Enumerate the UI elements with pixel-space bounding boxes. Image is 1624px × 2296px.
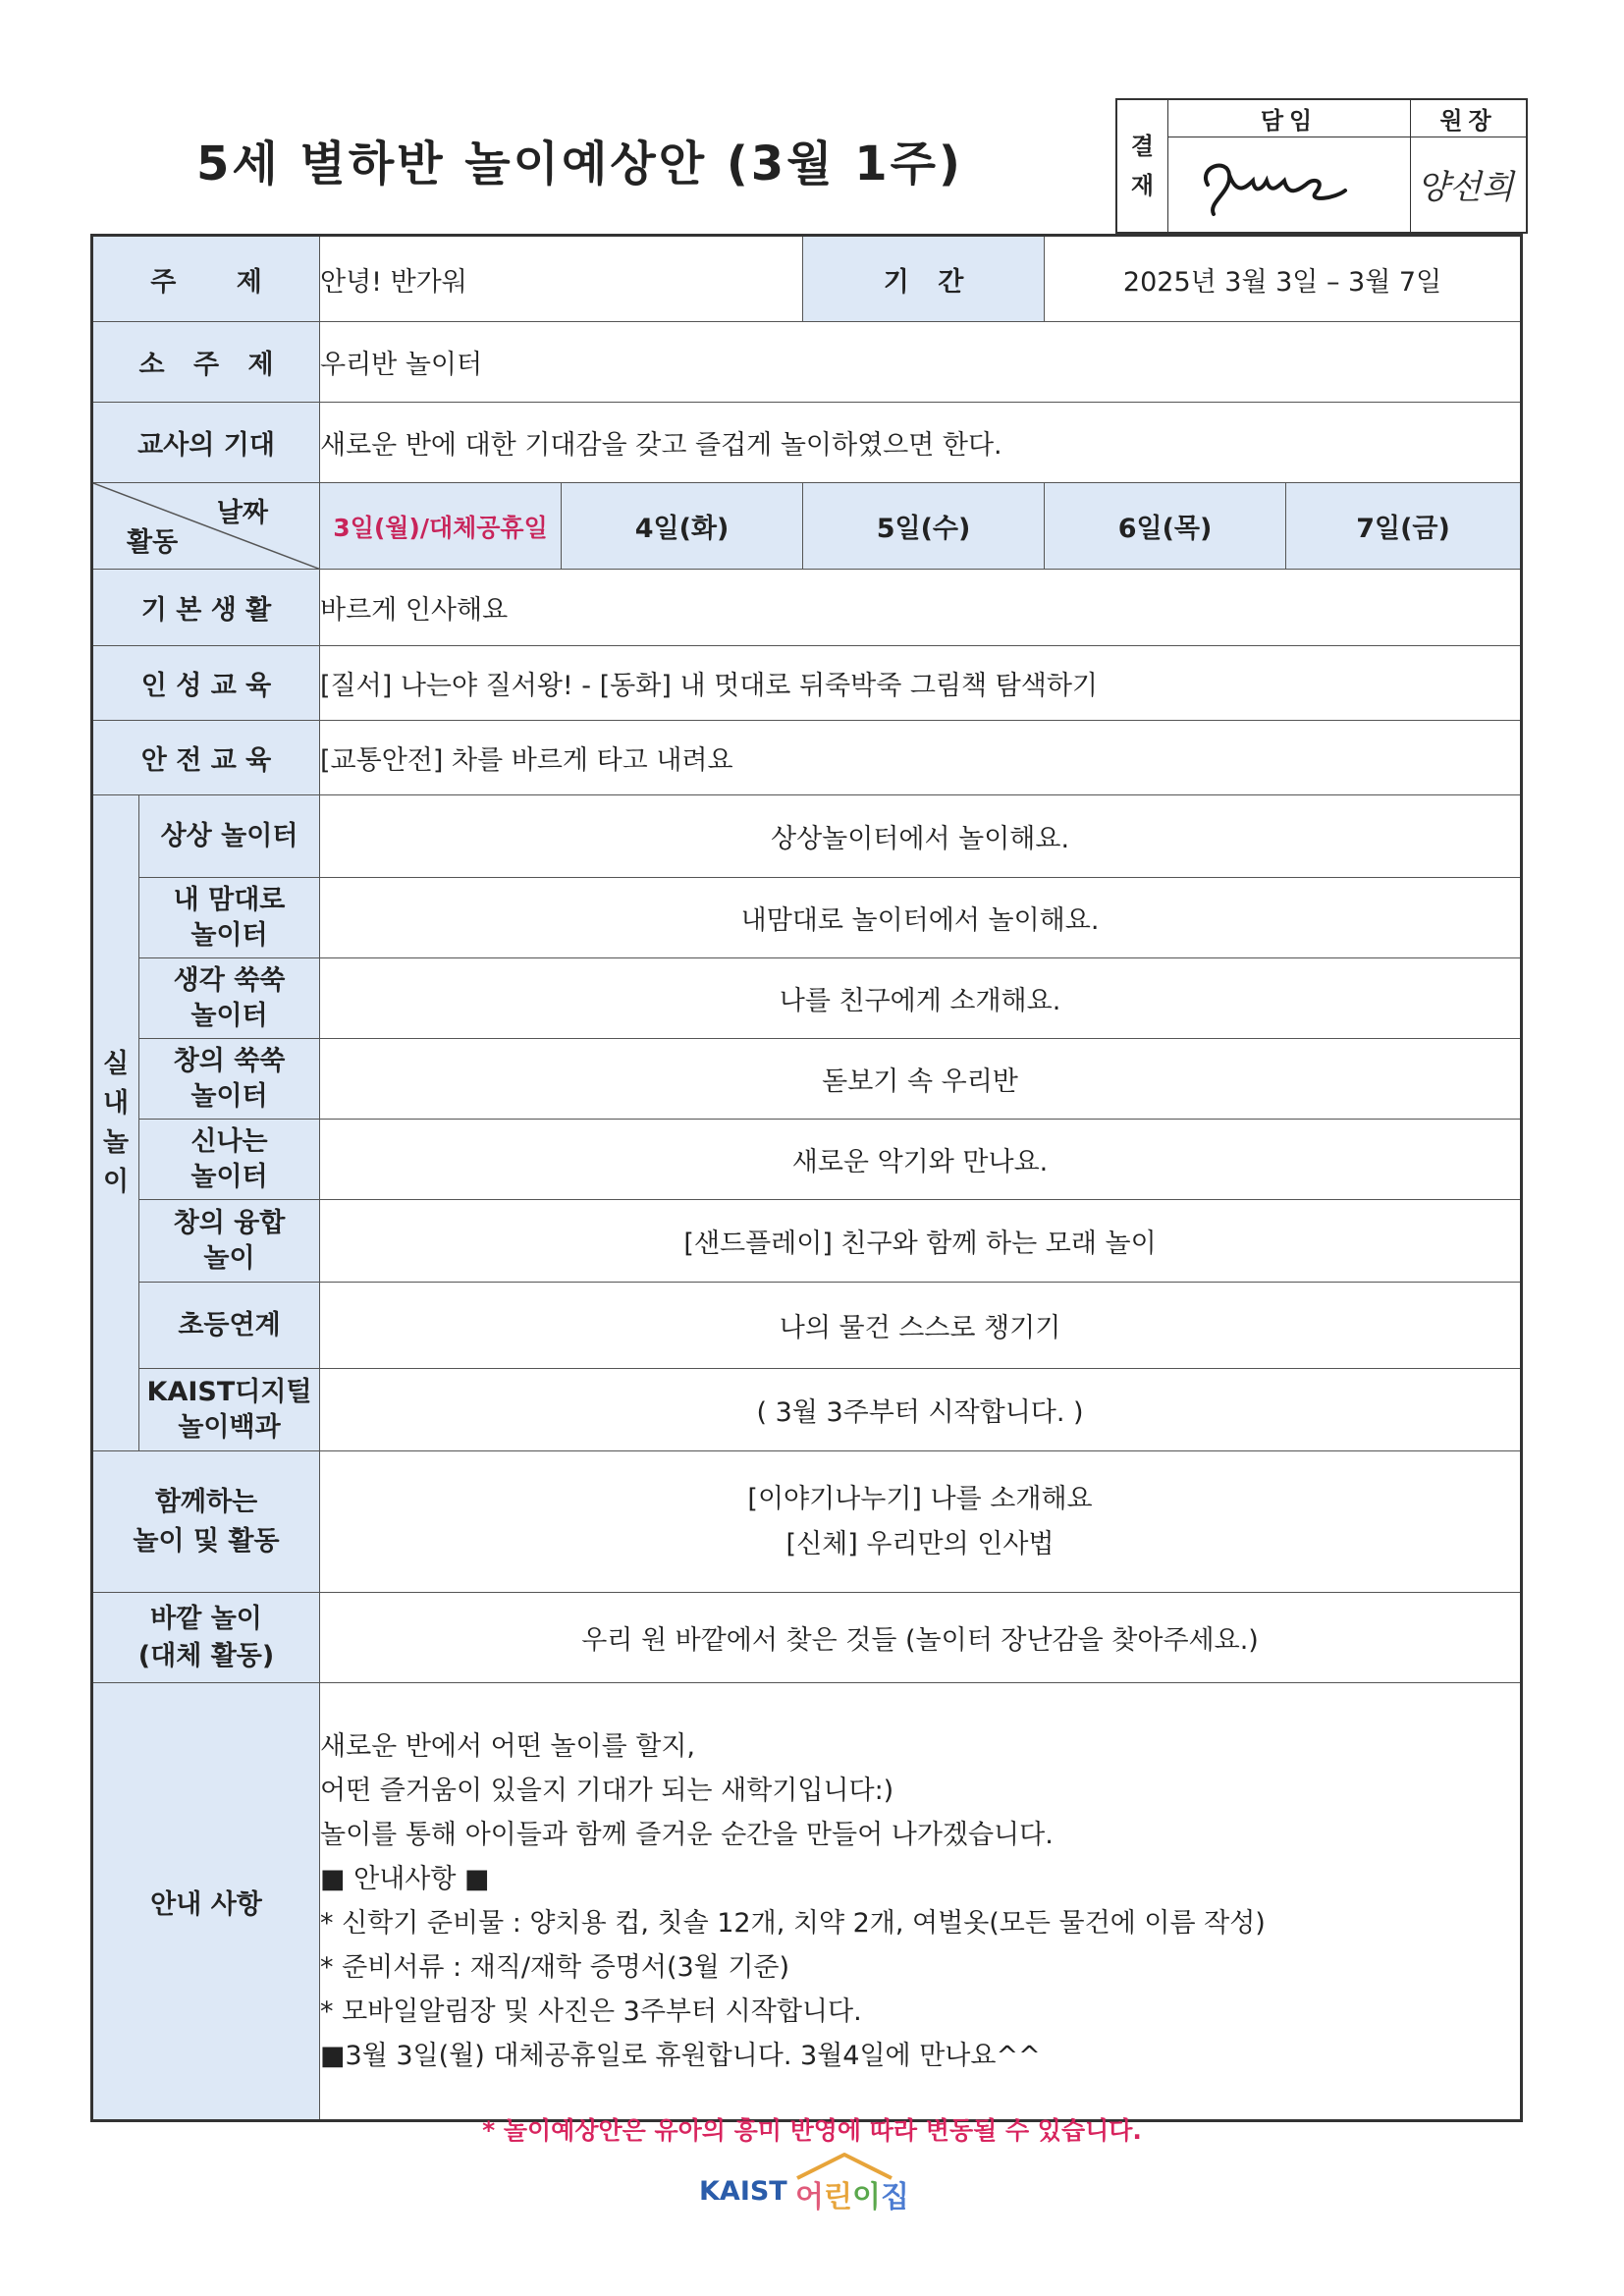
indoor-item-label-line: 초등연계 (178, 1309, 281, 1340)
approval-label (1117, 100, 1168, 232)
indoor-label-1: 실 (102, 1048, 130, 1079)
indoor-label-3: 놀 (102, 1126, 130, 1158)
approval-box (1115, 98, 1528, 234)
outdoor-label-line: (대체 활동) (137, 1640, 275, 1671)
notice-line: 놀이를 통해 아이들과 함께 즐거운 순간을 만들어 나가겠습니다. (320, 1820, 1054, 1850)
theme-label: 주 제 (92, 236, 320, 322)
header-date-label: 날짜 (216, 498, 269, 528)
day-mon: 3일(월)/대체공휴일 (320, 483, 562, 570)
header-activity-label: 활동 (127, 527, 179, 558)
indoor-item-label-line: 신나는 (190, 1125, 268, 1157)
subtheme-value: 우리반 놀이터 (320, 322, 1522, 403)
expectation-label: 교사의 기대 (92, 403, 320, 483)
indoor-item-value: [샌드플레이] 친구와 함께 하는 모래 놀이 (320, 1200, 1522, 1283)
indoor-item-label-line: 놀이터 (190, 1080, 268, 1112)
logo-kids (795, 2172, 909, 2215)
together-label-line: 놀이 및 활동 (133, 1525, 280, 1557)
teacher-label: 담임 (1168, 100, 1411, 137)
indoor-item-label-line: KAIST디지털 (146, 1376, 312, 1407)
indoor-item-label (139, 1039, 320, 1120)
indoor-play-label (92, 795, 139, 1451)
indoor-item-label-line: 놀이터 (190, 919, 268, 951)
together-label-line: 함께하는 (154, 1486, 258, 1517)
kaist-kids-logo (699, 2151, 925, 2214)
indoor-item-label (139, 1120, 320, 1200)
indoor-item-label (139, 1283, 320, 1369)
notice-line: * 신학기 준비물 : 양치용 컵, 칫솔 12개, 치약 2개, 여벌옷(모든 물건에 이름 작성) (320, 1908, 1266, 1939)
indoor-label-2: 내 (102, 1087, 130, 1119)
indoor-item-label-line: 창의 쑥쑥 (173, 1045, 286, 1076)
logo-kids-char: 이 (851, 2180, 881, 2214)
period-value: 2025년 3월 3일 – 3월 7일 (1045, 236, 1522, 322)
outdoor-value: 우리 원 바깥에서 찾은 것들 (놀이터 장난감을 찾아주세요.) (320, 1593, 1522, 1683)
safety-value: [교통안전] 차를 바르게 타고 내려요 (320, 721, 1522, 795)
indoor-item-label (139, 1200, 320, 1283)
approval-label-1: 결 (1130, 133, 1155, 160)
outdoor-label-line: 바깥 놀이 (150, 1603, 262, 1634)
notice-line: * 모바일알림장 및 사진은 3주부터 시작합니다. (320, 1996, 862, 2027)
indoor-item-value: 나를 친구에게 소개해요. (320, 958, 1522, 1039)
indoor-item-label-line: 내 맘대로 (173, 884, 286, 915)
character-label: 인 성 교 육 (92, 646, 320, 721)
basic-life-label: 기 본 생 활 (92, 570, 320, 646)
outdoor-label (92, 1593, 320, 1683)
notice-line: 새로운 반에서 어떤 놀이를 할지, (320, 1731, 695, 1762)
indoor-item-label-line: 상상 놀이터 (160, 820, 298, 851)
logo-kaist: KAIST (699, 2176, 787, 2207)
indoor-item-label-line: 놀이터 (190, 1000, 268, 1031)
notice-value (320, 1683, 1522, 2121)
together-value (320, 1451, 1522, 1593)
safety-label: 안 전 교 육 (92, 721, 320, 795)
notice-label: 안내 사항 (92, 1683, 320, 2121)
notice-line: ■3월 3일(월) 대체공휴일로 휴원합니다. 3월4일에 만나요^^ (320, 2041, 1041, 2071)
indoor-item-label (139, 878, 320, 958)
notice-line: ■ 안내사항 ■ (320, 1864, 490, 1894)
indoor-item-label-line: 생각 쑥쑥 (173, 964, 286, 996)
plan-table (90, 234, 1523, 2122)
indoor-item-label (139, 795, 320, 878)
director-label: 원장 (1411, 100, 1526, 137)
logo-kids-char: 린 (823, 2180, 852, 2214)
page-title: 5세 별하반 놀이예상안 (3월 1주) (196, 137, 963, 191)
director-signature-text: 양선희 (1417, 168, 1514, 207)
theme-value: 안녕! 반가워 (320, 236, 803, 322)
together-line: [신체] 우리만의 인사법 (785, 1528, 1055, 1559)
together-line: [이야기나누기] 나를 소개해요 (747, 1483, 1093, 1514)
indoor-item-label-line: 놀이백과 (178, 1411, 281, 1443)
indoor-item-label (139, 958, 320, 1039)
indoor-item-value: 내맘대로 놀이터에서 놀이해요. (320, 878, 1522, 958)
approval-label-2: 재 (1130, 172, 1155, 199)
day-fri: 7일(금) (1286, 483, 1522, 570)
indoor-item-label-line: 놀이 (203, 1242, 255, 1274)
day-tue: 4일(화) (562, 483, 803, 570)
indoor-item-label (139, 1369, 320, 1451)
footer-note: * 놀이예상안은 유아의 흥미 반영에 따라 변동될 수 있습니다. (482, 2116, 1142, 2145)
basic-life-value: 바르게 인사해요 (320, 570, 1522, 646)
indoor-item-label-line: 창의 융합 (173, 1207, 286, 1238)
indoor-item-value: 상상놀이터에서 놀이해요. (320, 795, 1522, 878)
together-label (92, 1451, 320, 1593)
expectation-value: 새로운 반에 대한 기대감을 갖고 즐겁게 놀이하였으면 한다. (320, 403, 1522, 483)
logo-kids-char: 어 (795, 2180, 824, 2214)
notice-line: * 준비서류 : 재직/재학 증명서(3월 기준) (320, 1952, 790, 1983)
indoor-label-4: 이 (102, 1166, 130, 1197)
period-label: 기 간 (803, 236, 1045, 322)
indoor-item-value: 나의 물건 스스로 챙기기 (320, 1283, 1522, 1369)
notice-line: 어떤 즐거움이 있을지 기대가 되는 새학기입니다:) (320, 1776, 894, 1806)
character-value: [질서] 나는야 질서왕! - [동화] 내 멋대로 뒤죽박죽 그림책 탐색하기 (320, 646, 1522, 721)
director-signature (1411, 137, 1526, 232)
indoor-item-value: ( 3월 3주부터 시작합니다. ) (320, 1369, 1522, 1451)
subtheme-label: 소 주 제 (92, 322, 320, 403)
indoor-item-label-line: 놀이터 (190, 1161, 268, 1192)
logo-kids-char: 집 (880, 2180, 909, 2214)
date-activity-header (92, 483, 320, 570)
day-wed: 5일(수) (803, 483, 1045, 570)
teacher-signature (1168, 137, 1411, 232)
indoor-item-value: 새로운 악기와 만나요. (320, 1120, 1522, 1200)
indoor-item-value: 돋보기 속 우리반 (320, 1039, 1522, 1120)
day-thu: 6일(목) (1045, 483, 1286, 570)
